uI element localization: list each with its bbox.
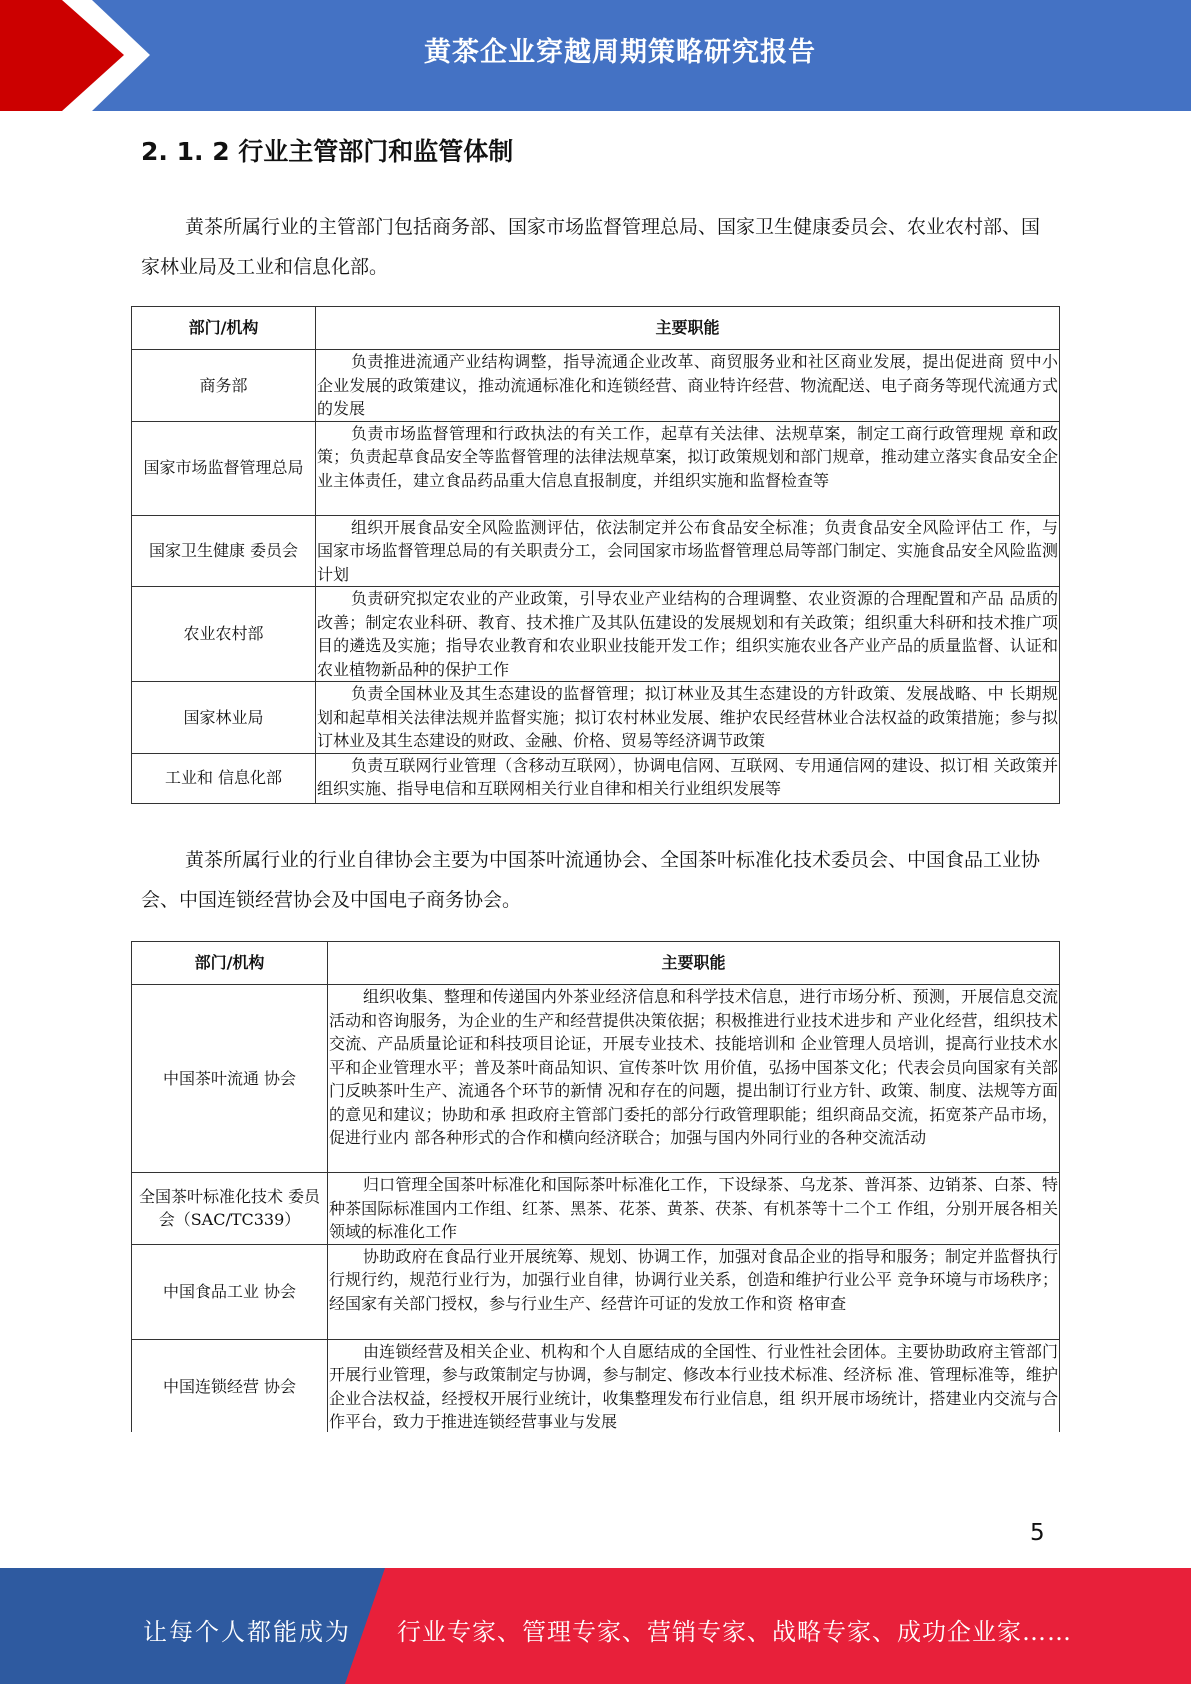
table-row — [132, 753, 1060, 803]
duty-cell: 负责研究拟定农业的产业政策，引导农业产业结构的合理调整、农业资源的合理配置和产品 品质的改善；制定农业科研、教育、技术推广及其队伍建设的发展规划和有关政策；组织重大科研和技术推广项目的遴选及实施；指导农业教育和农业职业技能开发工作；组织实施农业各产业产品的质量监督、认证和农业植物新品种的保护工作 — [316, 587, 1060, 682]
duty-cell: 负责互联网行业管理（含移动互联网），协调电信网、互联网、专用通信网的建设、拟订相 关政策并组织实施、指导电信和互联网相关行业自律和相关行业组织发展等 — [316, 753, 1060, 803]
duty-cell: 归口管理全国茶叶标准化和国际茶叶标准化工作，下设绿茶、乌龙茶、普洱茶、边销茶、白茶、特种茶国际标准国内工作组、红茶、黑茶、花茶、黄茶、茯茶、有机茶等十二个工 作组，分别开展各相关领域的标准化工作 — [328, 1173, 1060, 1245]
table-header-row — [132, 942, 1060, 985]
org-cell: 国家卫生健康 委员会 — [132, 515, 316, 587]
page-number: 5 — [1030, 1520, 1045, 1546]
table-row — [132, 350, 1060, 422]
table-row — [132, 515, 1060, 587]
column-header-org: 部门/机构 — [132, 942, 328, 985]
footer-slogan-right: 行业专家、管理专家、营销专家、战略专家、成功企业家…… — [397, 1618, 1072, 1646]
org-cell: 国家市场监督管理总局 — [132, 421, 316, 515]
org-cell: 国家林业局 — [132, 682, 316, 754]
header-arrow-graphic — [0, 0, 160, 111]
table-row — [132, 985, 1060, 1173]
org-cell: 农业农村部 — [132, 587, 316, 682]
org-cell: 全国茶叶标准化技术 委员会（SAC/TC339） — [132, 1173, 328, 1245]
duty-cell: 负责全国林业及其生态建设的监督管理；拟订林业及其生态建设的方针政策、发展战略、中 长期规划和起草相关法律法规并监督实施；拟订农村林业发展、维护农民经营林业合法权益的政策措施；参与拟订林业及其生态建设的财政、金融、价格、贸易等经济调节政策 — [316, 682, 1060, 754]
association-table — [131, 941, 1060, 1436]
duty-cell: 组织开展食品安全风险监测评估，依法制定并公布食品安全标准；负责食品安全风险评估工 作，与国家市场监督管理总局的有关职责分工，会同国家市场监督管理总局等部门制定、实施食品安全风险监测计划 — [316, 515, 1060, 587]
intro-paragraph: 黄茶所属行业的主管部门包括商务部、国家市场监督管理总局、国家卫生健康委员会、农业农村部、国家林业局及工业和信息化部。 — [141, 216, 1041, 278]
duty-cell: 协助政府在食品行业开展统筹、规划、协调工作，加强对食品企业的指导和服务；制定并监督执行行规行约，规范行业行为，加强行业自律，协调行业关系，创造和维护行业公平 竞争环境与市场秩序；经国家有关部门授权，参与行业生产、经营许可证的发放工作和资 格审查 — [328, 1244, 1060, 1339]
association-paragraph: 黄茶所属行业的行业自律协会主要为中国茶叶流通协会、全国茶叶标准化技术委员会、中国食品工业协会、中国连锁经营协会及中国电子商务协会。 — [141, 849, 1041, 911]
table-header-row — [132, 307, 1060, 350]
table-page-break — [130, 1432, 1067, 1436]
column-header-org: 部门/机构 — [132, 307, 316, 350]
org-cell: 中国食品工业 协会 — [132, 1244, 328, 1339]
regulator-table — [131, 306, 1060, 804]
table-row — [132, 587, 1060, 682]
table-row — [132, 1339, 1060, 1435]
duty-cell: 由连锁经营及相关企业、机构和个人自愿结成的全国性、行业性社会团体。主要协助政府主管部门开展行业管理，参与政策制定与协调，参与制定、修改本行业技术标准、经济标 准、管理标准等，维护企业合法权益，经授权开展行业统计，收集整理发布行业信息，组 织开展市场统计，搭建业内交流与合作平台，致力于推进连锁经营事业与发展 — [328, 1339, 1060, 1435]
org-cell: 中国茶叶流通 协会 — [132, 985, 328, 1173]
table-row — [132, 421, 1060, 515]
org-cell: 商务部 — [132, 350, 316, 422]
table-row — [132, 1173, 1060, 1245]
section-heading: 2. 1. 2 行业主管部门和监管体制 — [141, 137, 514, 166]
column-header-duty: 主要职能 — [316, 307, 1060, 350]
duty-cell: 负责市场监督管理和行政执法的有关工作，起草有关法律、法规草案，制定工商行政管理规 章和政策；负责起草食品安全等监督管理的法律法规草案，拟订政策规划和部门规章，推动建立落实食品安全企业主体责任，建立食品药品重大信息直报制度，并组织实施和监督检查等 — [316, 421, 1060, 515]
footer-slogan-left: 让每个人都能成为 — [143, 1618, 351, 1646]
duty-cell: 组织收集、整理和传递国内外茶业经济信息和科学技术信息，进行市场分析、预测，开展信息交流活动和咨询服务，为企业的生产和经营提供决策依据；积极推进行业技术进步和 产业化经营，组织技术交流、产品质量论证和科技项目论证，开展专业技术、技能培训和 企业管理人员培训，提高行业技术水平和企业管理水平；普及茶叶商品知识、宣传茶叶饮 用价值，弘扬中国茶文化；代表会员向国家有关部门反映茶叶生产、流通各个环节的新情 况和存在的问题，提出制订行业方针、政策、制度、法规等方面的意见和建议；协助和承 担政府主管部门委托的部分行政管理职能；组织商品交流，拓宽茶产品市场，促进行业内 部各种形式的合作和横向经济联合；加强与国内外同行业的各种交流活动 — [328, 985, 1060, 1173]
table-row — [132, 682, 1060, 754]
table-row — [132, 1244, 1060, 1339]
report-title: 黄茶企业穿越周期策略研究报告 — [424, 37, 816, 68]
duty-cell: 负责推进流通产业结构调整，指导流通企业改革、商贸服务业和社区商业发展，提出促进商 贸中小企业发展的政策建议，推动流通标准化和连锁经营、商业特许经营、物流配送、电子商务等现代流通方式的发展 — [316, 350, 1060, 422]
org-cell: 中国连锁经营 协会 — [132, 1339, 328, 1435]
org-cell: 工业和 信息化部 — [132, 753, 316, 803]
column-header-duty: 主要职能 — [328, 942, 1060, 985]
